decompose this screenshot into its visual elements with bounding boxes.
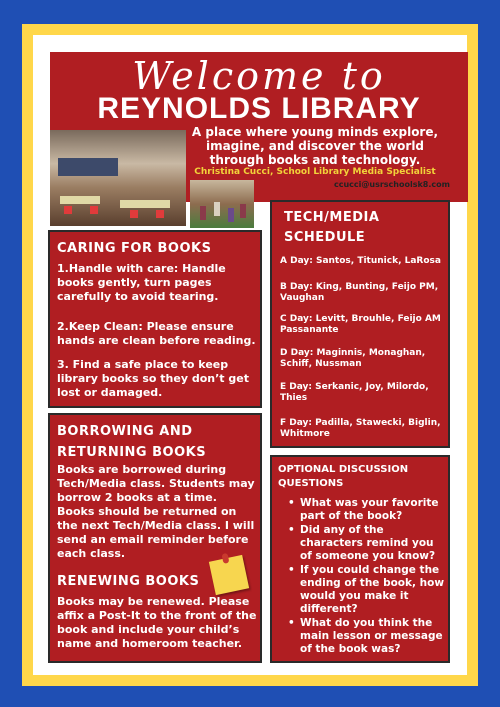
media-specialist-name: Christina Cucci, School Library Media Specialist <box>194 167 436 177</box>
list-item: • What do you think the main lesson or message of the book was? <box>276 617 448 656</box>
contact-email[interactable]: ccucci@usrschoolsk8.com <box>333 180 450 189</box>
post-it-note-icon <box>209 555 249 595</box>
list-item: • What was your favorite part of the book? <box>276 497 448 523</box>
borrowing-text: Books are borrowed during Tech/Media class. Students may borrow 2 books at a time. Books should be returned on the next Tech/Media class. I will send an email reminder before each class. <box>57 463 255 560</box>
library-title: REYNOLDS LIBRARY <box>97 92 421 125</box>
borrowing-title: BORROWING AND RETURNING BOOKS <box>57 424 207 460</box>
schedule-title: TECH/MEDIA SCHEDULE <box>284 210 380 245</box>
caring-for-books-panel <box>48 230 262 408</box>
schedule-day: D Day: Maginnis, Monaghan, Schiff, Nussman <box>280 348 426 369</box>
list-item: • If you could change the ending of the book, how would you make it different? <box>276 564 448 616</box>
questions-list <box>276 497 448 657</box>
renewing-text: Books may be renewed. Please affix a Post-It to the front of the book and include your child’s name and homeroom teacher. <box>57 595 257 650</box>
caring-item: 1.Handle with care: Handle books gently, turn pages carefully to avoid tearing. <box>57 262 226 303</box>
questions-title: OPTIONAL DISCUSSION QUESTIONS <box>278 464 409 489</box>
welcome-heading: Welcome to <box>132 54 386 98</box>
list-item: • Did any of the characters remind you of someone you know? <box>276 524 448 563</box>
schedule-day: A Day: Santos, Titunick, LaRosa <box>280 256 441 266</box>
renewing-title: RENEWING BOOKS <box>57 574 200 589</box>
library-interior-photo <box>50 130 186 226</box>
schedule-day: E Day: Serkanic, Joy, Milordo, Thies <box>280 382 429 403</box>
students-reading-photo <box>190 180 254 228</box>
tech-media-schedule-panel <box>270 200 450 448</box>
schedule-day: F Day: Padilla, Stawecki, Biglin, Whitmore <box>280 418 441 439</box>
caring-title: CARING FOR BOOKS <box>57 241 212 256</box>
caring-item: 3. Find a safe place to keep library books so they don’t get lost or damaged. <box>57 358 249 399</box>
borrowing-panel <box>48 413 262 663</box>
library-tagline: A place where young minds explore, imagine, and discover the world through books and technology. <box>191 125 439 167</box>
schedule-day: B Day: King, Bunting, Feijo PM, Vaughan <box>280 282 439 303</box>
schedule-day: C Day: Levitt, Brouhle, Feijo AM Passanante <box>280 314 441 335</box>
discussion-questions-panel <box>270 455 450 663</box>
caring-item: 2.Keep Clean: Please ensure hands are clean before reading. <box>57 320 256 347</box>
